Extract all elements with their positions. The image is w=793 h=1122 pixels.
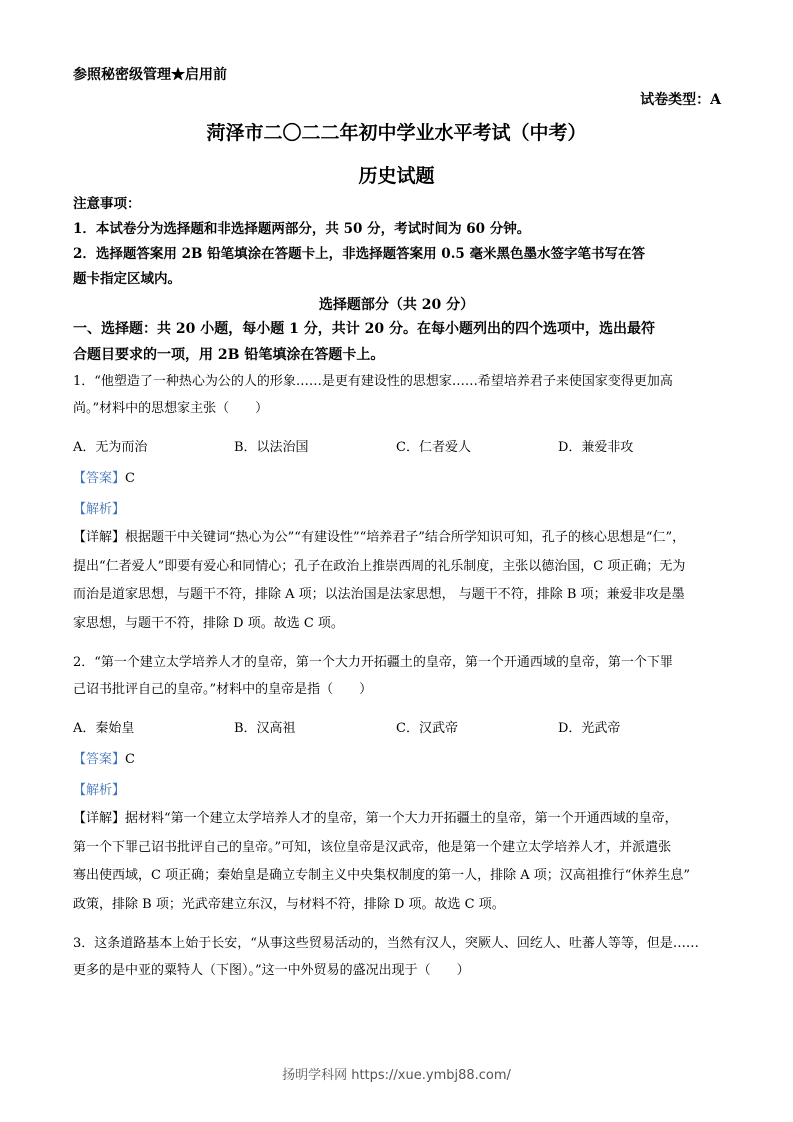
q2-detail-line-2: 第一个下罪己诏书批评自己的皇帝。”可知，该位皇帝是汉武帝，他是第一个建立太学培养人才，并派遣张: [73, 839, 672, 855]
q2-option-a: A．秦始皇: [73, 721, 135, 736]
q1-analysis-tag: 【解析】: [73, 502, 126, 517]
q1-detail-line-3: 而治是道家思想，与题干不符，排除 A 项；以法治国是法家思想， 与题干不符，排除 B 项；兼爱非攻是墨: [73, 587, 685, 602]
q2-detail: [73, 805, 723, 919]
q1-detail: [73, 524, 723, 638]
notice-item-2-line-2: 题卡指定区域内。: [73, 271, 181, 287]
q2-option-d: D．光武帝: [558, 721, 621, 736]
q3-stem-line-2: 更多的是中亚的粟特人（下图）。”这一中外贸易的盛况出现于（ ）: [73, 963, 470, 978]
q2-analysis-tag: 【解析】: [73, 783, 126, 798]
q1-answer-value: C: [125, 471, 135, 486]
q2-option-c: C．汉武帝: [396, 721, 458, 736]
exam-title: 菏泽市二〇二二年初中学业水平考试（中考）: [206, 122, 587, 144]
footer-watermark: 扬明学科网 https://xue.ymbj88.com/: [282, 1068, 511, 1083]
q1-detail-line-2: 提出“仁者爱人”即要有爱心和同情心；孔子在政治上推崇西周的礼乐制度，主张以德治国，C 项正确；无为: [73, 558, 686, 574]
notice-item-2-line-1: 2．选择题答案用 2B 铅笔填涂在答题卡上，非选择题答案用 0.5 毫米黑色墨水签字笔书写在答: [73, 246, 645, 262]
q2-detail-line-3: 骞出使西域，C 项正确；秦始皇是确立专制主义中央集权制度的第一人，排除 A 项；汉高祖推行“休养生息”: [73, 868, 691, 883]
paper-type-label: 试卷类型：A: [640, 92, 721, 108]
q1-answer: [73, 467, 135, 486]
section-title: 选择题部分（共 20 分）: [318, 297, 475, 313]
q2-stem-line-1: 2．“第一个建立太学培养人才的皇帝，第一个大力开拓疆土的皇帝，第一个开通西域的皇帝，第一个下罪: [73, 655, 673, 670]
section-instructions: [73, 316, 723, 368]
section-instructions-line-1: 一、选择题：共 20 小题，每小题 1 分，共计 20 分。在每小题列出的四个选项中，选出最符: [73, 321, 655, 337]
notice-item-1: 1．本试卷分为选择题和非选择题两部分，共 50 分，考试时间为 60 分钟。: [73, 221, 531, 237]
q1-stem: [73, 368, 723, 422]
exam-subtitle: 历史试题: [358, 165, 435, 187]
notice-block: [73, 192, 723, 292]
q1-detail-line-1: 【详解】根据题干中关键词“热心为公”“有建设性”“培养君子”结合所学知识可知，孔子的核心思想是“仁”，: [73, 530, 686, 545]
q1-stem-line-1: 1．“他塑造了一种热心为公的人的形象……是更有建设性的思想家……希望培养君子来使国家变得更加高: [73, 374, 673, 389]
q2-answer: [73, 748, 135, 767]
secrecy-label: 参照秘密级管理★启用前: [73, 67, 227, 83]
q1-option-a: A．无为而治: [73, 440, 148, 455]
q1-stem-line-2: 尚。”材料中的思想家主张（ ）: [73, 401, 269, 416]
q3-stem-line-1: 3．这条道路基本上始于长安，“从事这些贸易活动的，当然有汉人，突厥人、回纥人、吐蕃人等等，但是……: [73, 936, 699, 951]
notice-heading: 注意事项：: [73, 196, 141, 212]
q2-answer-tag: 【答案】: [73, 752, 126, 767]
q2-answer-value: C: [125, 752, 135, 767]
q2-detail-line-1: 【详解】据材料“第一个建立太学培养人才的皇帝，第一个大力开拓疆土的皇帝，第一个开通西域的皇帝，: [73, 811, 678, 826]
q1-option-b: B．以法治国: [234, 440, 309, 455]
q1-option-c: C．仁者爱人: [396, 440, 471, 455]
q1-detail-line-4: 家思想，与题干不符，排除 D 项。故选 C 项。: [73, 615, 344, 631]
q1-answer-tag: 【答案】: [73, 471, 126, 486]
q3-stem: [73, 930, 723, 984]
q2-option-b: B．汉高祖: [234, 721, 296, 736]
q2-stem: [73, 649, 723, 703]
q2-stem-line-2: 己诏书批评自己的皇帝。”材料中的皇帝是指（ ）: [73, 682, 373, 697]
q1-option-d: D．兼爱非攻: [558, 440, 634, 455]
section-instructions-line-2: 合题目要求的一项，用 2B 铅笔填涂在答题卡上。: [73, 347, 385, 363]
q2-detail-line-4: 政策，排除 B 项；光武帝建立东汉，与材料不符，排除 D 项。故选 C 项。: [73, 896, 505, 912]
